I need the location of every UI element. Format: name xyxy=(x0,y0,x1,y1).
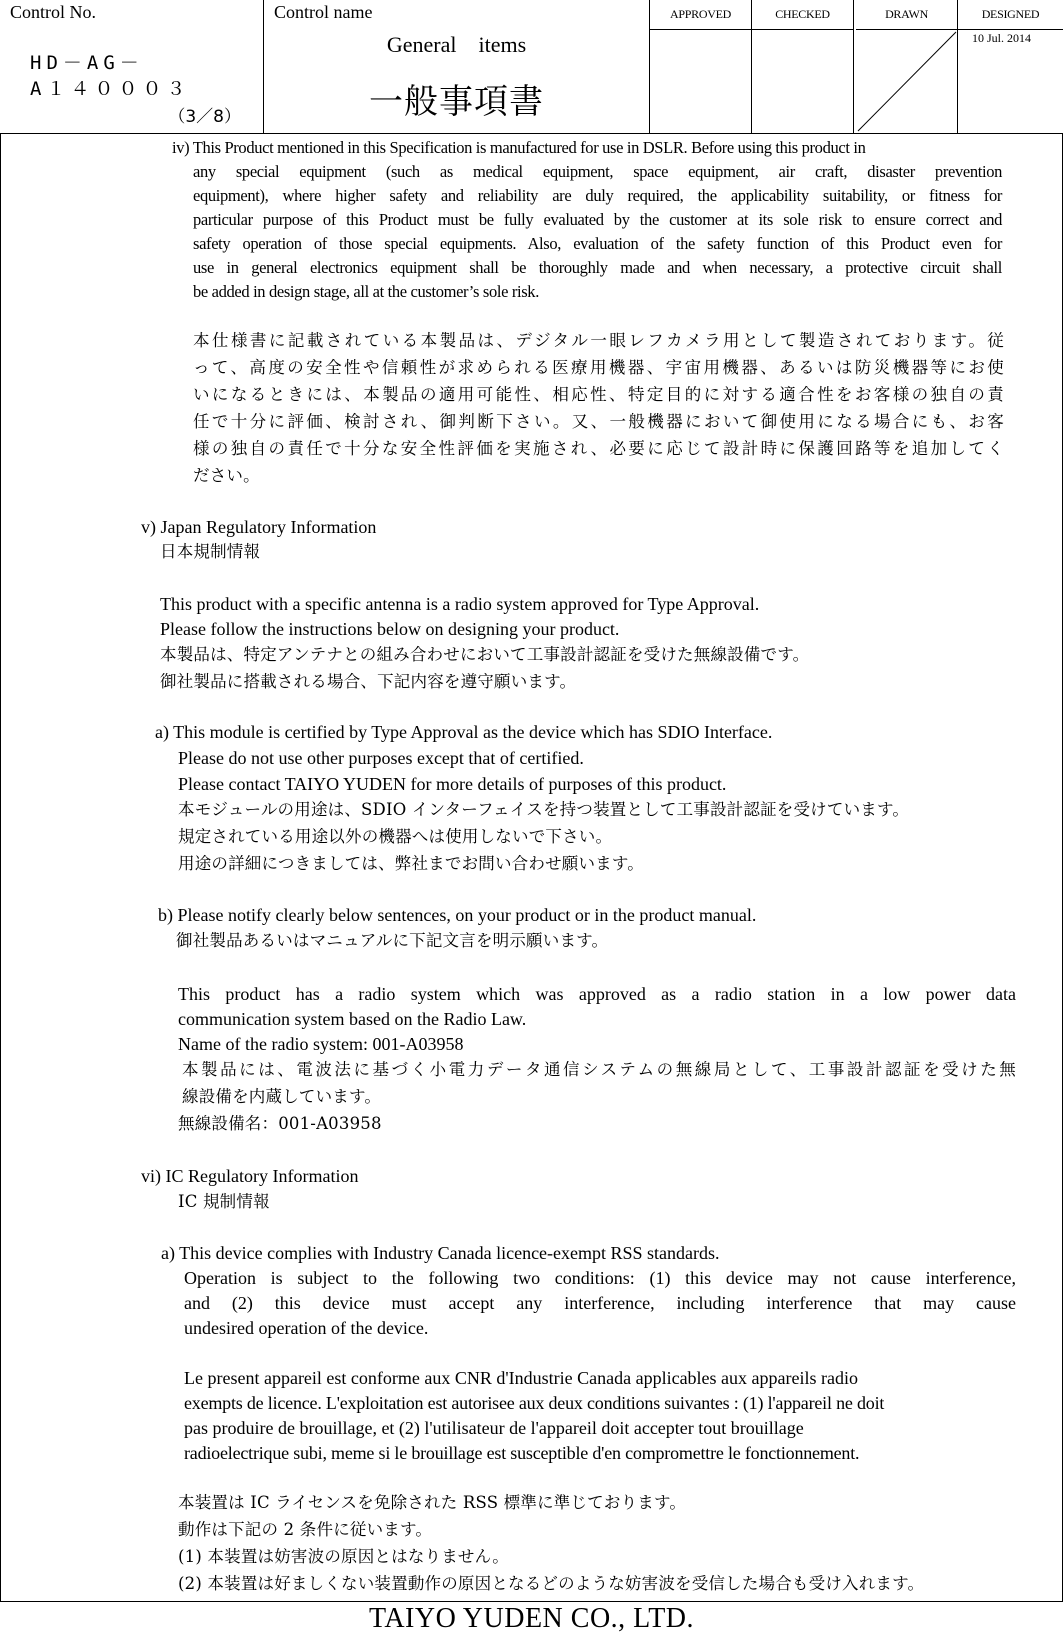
page-number: （3／8） xyxy=(168,107,241,127)
v-b-line-2: 御社製品あるいはマニュアルに下記文言を明示願います。 xyxy=(176,931,609,950)
vi-a-fr-line-3: pas produire de brouillage, et (2) l'utilisateur de l'appareil doit accepter tout brouillage xyxy=(184,1418,804,1438)
iv-jp-line-5: 様の独自の責任で十分な安全性評価を実施され、必要に応じて設計時に保護回路等を追加してく xyxy=(193,439,1004,458)
vi-a-jp-line-2: 動作は下記の 2 条件に従います。 xyxy=(178,1520,433,1539)
iv-en-line-7: be added in design stage, all at the customer’s sole risk. xyxy=(193,282,539,301)
section-vi-title: vi) IC Regulatory Information xyxy=(141,1166,359,1186)
iv-en-line-6: use in general electronics equipment shall be thoroughly made and when necessary, a protective circuit shall xyxy=(193,258,1002,277)
control-name-en: General items xyxy=(386,32,527,57)
v-b-text-line-3: Name of the radio system: 001-A03958 xyxy=(178,1034,464,1054)
v-b-text-line-1: This product has a radio system which was approved as a radio station in a low power data xyxy=(178,984,1016,1004)
approved-cell xyxy=(650,0,752,133)
iv-en-line-3: equipment), where higher safety and reliability are duly required, the applicability suitability, or fitness for xyxy=(193,186,1002,205)
designed-cell xyxy=(958,0,1063,133)
vi-a-jp-line-3: (1) 本装置は妨害波の原因とはなりません。 xyxy=(178,1547,510,1566)
vi-a-jp-line-1: 本装置は IC ライセンスを免除された RSS 標準に準じております。 xyxy=(178,1493,687,1512)
vi-a-en-line-3: and (2) this device must accept any interference, including interference that may cause xyxy=(184,1293,1016,1313)
v-a-line-2: Please do not use other purposes except that of certified. xyxy=(178,748,584,768)
designed-label: DESIGNED xyxy=(958,0,1063,30)
section-v-title: v) Japan Regulatory Information xyxy=(141,517,377,537)
company-footer: TAIYO YUDEN CO., LTD. xyxy=(368,1603,695,1634)
iv-jp-line-1: 本仕様書に記載されている本製品は、デジタル一眼レフカメラ用として製造されております。従 xyxy=(193,331,1004,350)
v-a-line-3: Please contact TAIYO YUDEN for more details of purposes of this product. xyxy=(178,774,727,794)
v-b-text-line-2: communication system based on the Radio Law. xyxy=(178,1009,527,1029)
iv-en-line-1: iv) This Product mentioned in this Specification is manufactured for use in DSLR. Before using this product in xyxy=(172,138,866,157)
v-a-line-6: 用途の詳細につきましては、弊社までお問い合わせ願います。 xyxy=(178,854,644,873)
v-intro-line-2: Please follow the instructions below on designing your product. xyxy=(160,619,620,639)
control-no-value xyxy=(30,50,190,102)
vi-a-en-line-2: Operation is subject to the following two conditions: (1) this device may not cause interference, xyxy=(184,1268,1016,1288)
v-a-line-1: a) This module is certified by Type Approval as the device which has SDIO Interface. xyxy=(155,722,773,742)
drawn-label: DRAWN xyxy=(856,0,957,30)
approved-label: APPROVED xyxy=(650,0,751,30)
document-header xyxy=(0,0,1063,134)
vi-a-fr-line-2: exempts de licence. L'exploitation est autorisee aux deux conditions suivantes : (1) l'appareil ne doit xyxy=(184,1393,885,1413)
control-no-line-2: A１４０００３ xyxy=(30,78,191,100)
v-intro-line-3: 本製品は、特定アンテナとの組み合わせにおいて工事設計認証を受けた無線設備です。 xyxy=(160,645,810,664)
section-v-title-jp: 日本規制情報 xyxy=(160,542,261,561)
iv-jp-line-4: 任で十分に評価、検討され、御判断下さい。又、一般機器において御使用になる場合にも、お客 xyxy=(193,412,1004,431)
v-b-line-1: b) Please notify clearly below sentences, on your product or in the product manual. xyxy=(158,905,757,925)
iv-en-line-4: particular purpose of this Product must be fully evaluated by the customer at its sole risk to ensure correct and xyxy=(193,210,1002,229)
checked-cell xyxy=(752,0,854,133)
section-vi-title-jp: IC 規制情報 xyxy=(178,1192,270,1211)
iv-jp-line-6: ださい。 xyxy=(193,466,260,485)
vi-a-fr-line-4: radioelectrique subi, meme si le brouillage est susceptible d'en compromettre le fonctionnement. xyxy=(184,1443,860,1463)
vi-a-jp-line-4: (2) 本装置は好ましくない装置動作の原因となるどのような妨害波を受信した場合も受け入れます。 xyxy=(178,1574,925,1593)
control-no-line-1: HD－AG－ xyxy=(30,52,144,74)
control-no-label: Control No. xyxy=(10,2,97,22)
vi-a-fr-line-1: Le present appareil est conforme aux CNR d'Industrie Canada applicables aux appareils radio xyxy=(184,1368,858,1388)
control-name-jp: 一般事項書 xyxy=(369,82,544,122)
iv-jp-line-2: って、高度の安全性や信頼性が求められる医療用機器、宇宙用機器、あるいは防災機器等にお使 xyxy=(193,358,1004,377)
v-b-text-line-6: 無線設備名：001-A03958 xyxy=(178,1114,382,1133)
iv-jp-line-3: いになるときには、本製品の適用可能性、相応性、特定目的に対する適合性をお客様の独自の責 xyxy=(193,385,1004,404)
v-b-text-line-4: 本製品には、電波法に基づく小電力データ通信システムの無線局として、工事設計認証を受けた無 xyxy=(182,1060,1016,1079)
v-intro-line-1: This product with a specific antenna is a radio system approved for Type Approval. xyxy=(160,594,760,614)
checked-label: CHECKED xyxy=(752,0,853,30)
v-b-text-line-5: 線設備を内蔵しています。 xyxy=(182,1087,382,1106)
v-a-line-4: 本モジュールの用途は、SDIO インターフェイスを持つ装置として工事設計認証を受けています。 xyxy=(178,800,910,819)
vi-a-en-line-1: a) This device complies with Industry Canada licence-exempt RSS standards. xyxy=(161,1243,720,1263)
drawn-cell xyxy=(856,0,958,133)
v-intro-line-4: 御社製品に搭載される場合、下記内容を遵守願います。 xyxy=(160,672,577,691)
control-no-cell xyxy=(0,0,264,133)
designed-date: 10 Jul. 2014 xyxy=(972,31,1032,45)
drawn-strike-line xyxy=(856,30,958,133)
vi-a-en-line-4: undesired operation of the device. xyxy=(184,1318,429,1338)
control-name-cell xyxy=(264,0,650,133)
v-a-line-5: 規定されている用途以外の機器へは使用しないで下さい。 xyxy=(178,827,613,846)
iv-en-line-2: any special equipment (such as medical equipment, space equipment, air craft, disaster prevention xyxy=(193,162,1002,181)
control-name-label: Control name xyxy=(274,2,373,22)
iv-en-line-5: safety operation of those special equipments. Also, evaluation of the safety function of this Product even for xyxy=(193,234,1002,253)
